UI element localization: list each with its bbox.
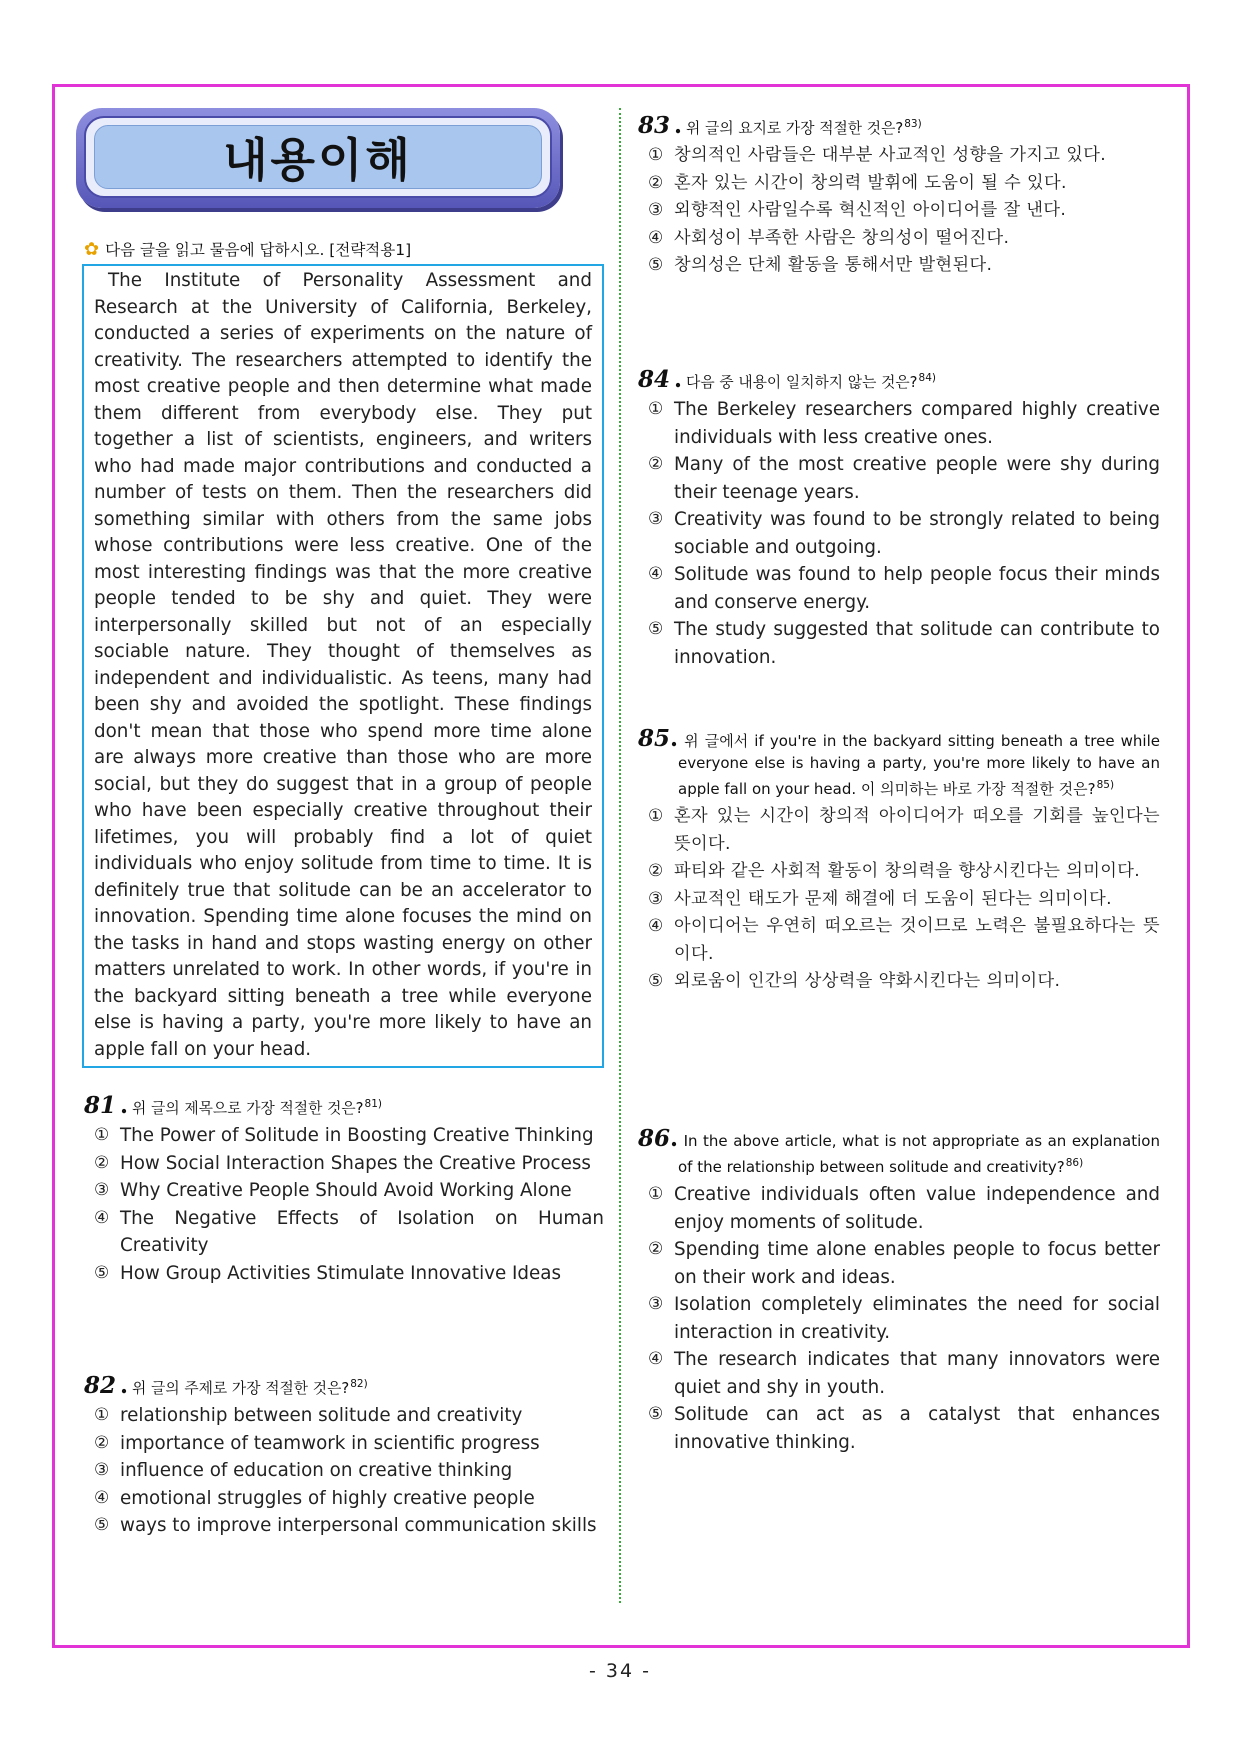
question-84: 84 . 다음 중 내용이 일치하지 않는 것은?$^{84)}$ ① The Berkeley researchers compared highly creative individuals with less creative ones. ② Many of the most creative people were shy during their teenage years. ③ Creativity was found to be strongly related to being sociable and outgoing. ④ Solitude was found to help people focus their minds and conserve energy. ⑤ The study suggested that solitude can contribute to innovation. (638, 366, 1160, 671)
page-number: - 34 - (589, 1660, 651, 1682)
question-prompt: 86. In the above article, what is not appropriate as an explanation of the relationship between solitude and creativity?$^{86)}$ (638, 1125, 1160, 1176)
option[interactable]: ② importance of teamwork in scientific progress (94, 1432, 540, 1454)
instruction-text: 다음 글을 읽고 물음에 답하시오. [전략적용1] (105, 241, 412, 259)
question-prompt: 위 글의 주제로 가장 적절한 것은?$^{82)}$ (132, 1378, 368, 1397)
instruction (84, 238, 411, 260)
option[interactable]: ③ 외향적인 사람일수록 혁신적인 아이디어를 잘 낸다. (648, 200, 1067, 220)
option[interactable]: ① relationship between solitude and creativity (94, 1405, 523, 1426)
question-prompt: 85. 위 글에서 if you're in the backyard sitting beneath a tree while everyone else is having a party, you're more likely to have an apple fall on your head. 이 의미하는 바로 가장 적절한 것은?$^{85)}$ (638, 725, 1160, 798)
option[interactable]: ④ The research indicates that many innovators were quiet and shy in youth. (648, 1349, 1160, 1398)
question-prompt: 위 글의 제목으로 가장 적절한 것은?$^{81)}$ (132, 1098, 382, 1117)
question-number: 84 (638, 366, 671, 393)
question-number: 85 (638, 725, 671, 752)
column-divider (619, 108, 621, 1603)
section-banner (76, 108, 560, 208)
question-prompt: 위 글의 요지로 가장 적절한 것은?$^{83)}$ (686, 118, 922, 137)
section-title: 내용이해 (223, 133, 413, 187)
option[interactable]: ① 혼자 있는 시간이 창의적 아이디어가 떠오를 기회를 높인다는 뜻이다. (648, 806, 1160, 854)
option[interactable]: ⑤ 창의성은 단체 활동을 통해서만 발현된다. (648, 255, 993, 275)
question-number: 81 (84, 1092, 117, 1119)
answer-options (638, 1181, 1160, 1456)
question-number: 82 (84, 1372, 117, 1399)
option[interactable]: ③ Isolation completely eliminates the need for social interaction in creativity. (648, 1294, 1160, 1343)
answer-options (84, 1402, 604, 1540)
question-number: 83 (638, 112, 671, 139)
option[interactable]: ④ emotional struggles of highly creative people (94, 1487, 535, 1509)
reading-passage-box (82, 264, 604, 1068)
answer-options (638, 803, 1160, 996)
option[interactable]: ② Spending time alone enables people to focus better on their work and ideas. (648, 1239, 1160, 1288)
option[interactable]: ② 파티와 같은 사회적 활동이 창의력을 향상시킨다는 의미이다. (648, 861, 1141, 881)
question-82: 82 . 위 글의 주제로 가장 적절한 것은?$^{82)}$ ① relationship between solitude and creativity ② importance of teamwork in scientific progress ③ influence of education on creative thinking ④ emotional struggles of highly creative people ⑤ ways to improve interpersonal communication skills (84, 1372, 604, 1540)
option[interactable]: ④ The Negative Effects of Isolation on Human Creativity (94, 1207, 604, 1256)
option[interactable]: ④ Solitude was found to help people focus their minds and conserve energy. (648, 564, 1160, 613)
flower-icon: ✿ (84, 238, 100, 260)
answer-options (638, 396, 1160, 671)
question-81: 81 . 위 글의 제목으로 가장 적절한 것은?$^{81)}$ ① The Power of Solitude in Boosting Creative Thinking ② How Social Interaction Shapes the Creative Process ③ Why Creative People Should Avoid Working Alone ④ The Negative Effects of Isolation on Human Creativity ⑤ How Group Activities Stimulate Innovative Ideas (84, 1092, 604, 1287)
option[interactable]: ③ Creativity was found to be strongly related to being sociable and outgoing. (648, 509, 1160, 558)
option[interactable]: ① The Berkeley researchers compared highly creative individuals with less creative ones. (648, 399, 1160, 448)
option[interactable]: ⑤ Solitude can act as a catalyst that enhances innovative thinking. (648, 1404, 1160, 1453)
question-prompt: 다음 중 내용이 일치하지 않는 것은?$^{84)}$ (686, 372, 936, 391)
question-86 (638, 1125, 1160, 1456)
option[interactable]: ② How Social Interaction Shapes the Creative Process (94, 1152, 591, 1174)
option[interactable]: ② Many of the most creative people were shy during their teenage years. (648, 454, 1160, 503)
option[interactable]: ② 혼자 있는 시간이 창의력 발휘에 도움이 될 수 있다. (648, 172, 1067, 193)
option[interactable]: ③ influence of education on creative thinking (94, 1460, 513, 1481)
option[interactable]: ③ 사교적인 태도가 문제 해결에 더 도움이 된다는 의미이다. (648, 888, 1112, 909)
option[interactable]: ⑤ How Group Activities Stimulate Innovative Ideas (94, 1262, 561, 1284)
question-number: 86 (638, 1125, 671, 1152)
option[interactable]: ④ 사회성이 부족한 사람은 창의성이 떨어진다. (648, 227, 1010, 248)
option[interactable]: ③ Why Creative People Should Avoid Working Alone (94, 1180, 572, 1201)
question-85 (638, 725, 1160, 996)
question-83: 83 . 위 글의 요지로 가장 적절한 것은?$^{83)}$ ① 창의적인 사람들은 대부분 사교적인 성향을 가지고 있다. ② 혼자 있는 시간이 창의력 발휘에 도움이 될 수 있다. ③ 외향적인 사람일수록 혁신적인 아이디어를 잘 낸다. ④ 사회성이 부족한 사람은 창의성이 떨어진다. ⑤ 창의성은 단체 활동을 통해서만 발현된다. (638, 112, 1160, 280)
answer-options (84, 1122, 604, 1287)
option[interactable]: ④ 아이디어는 우연히 떠오르는 것이므로 노력은 불필요하다는 뜻이다. (648, 916, 1160, 964)
passage-text: The Institute of Personality Assessment and Research at the University of California, Berkeley, conducted a series of experiments on the nature of creativity. The researchers attempted to identify the most creative people and then determine what made them different from everybody else. They put together a list of scientists, engineers, and writers who had made major contributions and conducted a number of tests on them. Then the researchers did something similar with others from the same jobs whose contributions were less creative. One of the most interesting findings was that the more creative people tended to be shy and quiet. They were interpersonally skilled but not of an especially sociable nature. They thought of themselves as independent and individualistic. As teens, many had been shy and avoided the spotlight. These findings don't mean that those who spend more time alone are always more creative than those who are more social, but they do suggest that in a group of people who have been especially creative throughout their lifetimes, you will probably find a lot of quiet individuals who enjoy solitude from time to time. It is definitely true that solitude can be an accelerator to innovation. Spending time alone focuses the mind on the tasks in hand and stops wasting energy on other matters unrelated to work. In other words, if you're in the backyard sitting beneath a tree while everyone else is having a party, you're more likely to have an apple fall on your head. (94, 270, 592, 1060)
option[interactable]: ⑤ 외로움이 인간의 상상력을 약화시킨다는 의미이다. (648, 971, 1061, 991)
option[interactable]: ① 창의적인 사람들은 대부분 사교적인 성향을 가지고 있다. (648, 145, 1107, 165)
option[interactable]: ① The Power of Solitude in Boosting Creative Thinking (94, 1125, 594, 1146)
option[interactable]: ① Creative individuals often value independence and enjoy moments of solitude. (648, 1184, 1160, 1233)
option[interactable]: ⑤ ways to improve interpersonal communication skills (94, 1515, 597, 1536)
answer-options (638, 142, 1160, 280)
option[interactable]: ⑤ The study suggested that solitude can contribute to innovation. (648, 619, 1160, 668)
